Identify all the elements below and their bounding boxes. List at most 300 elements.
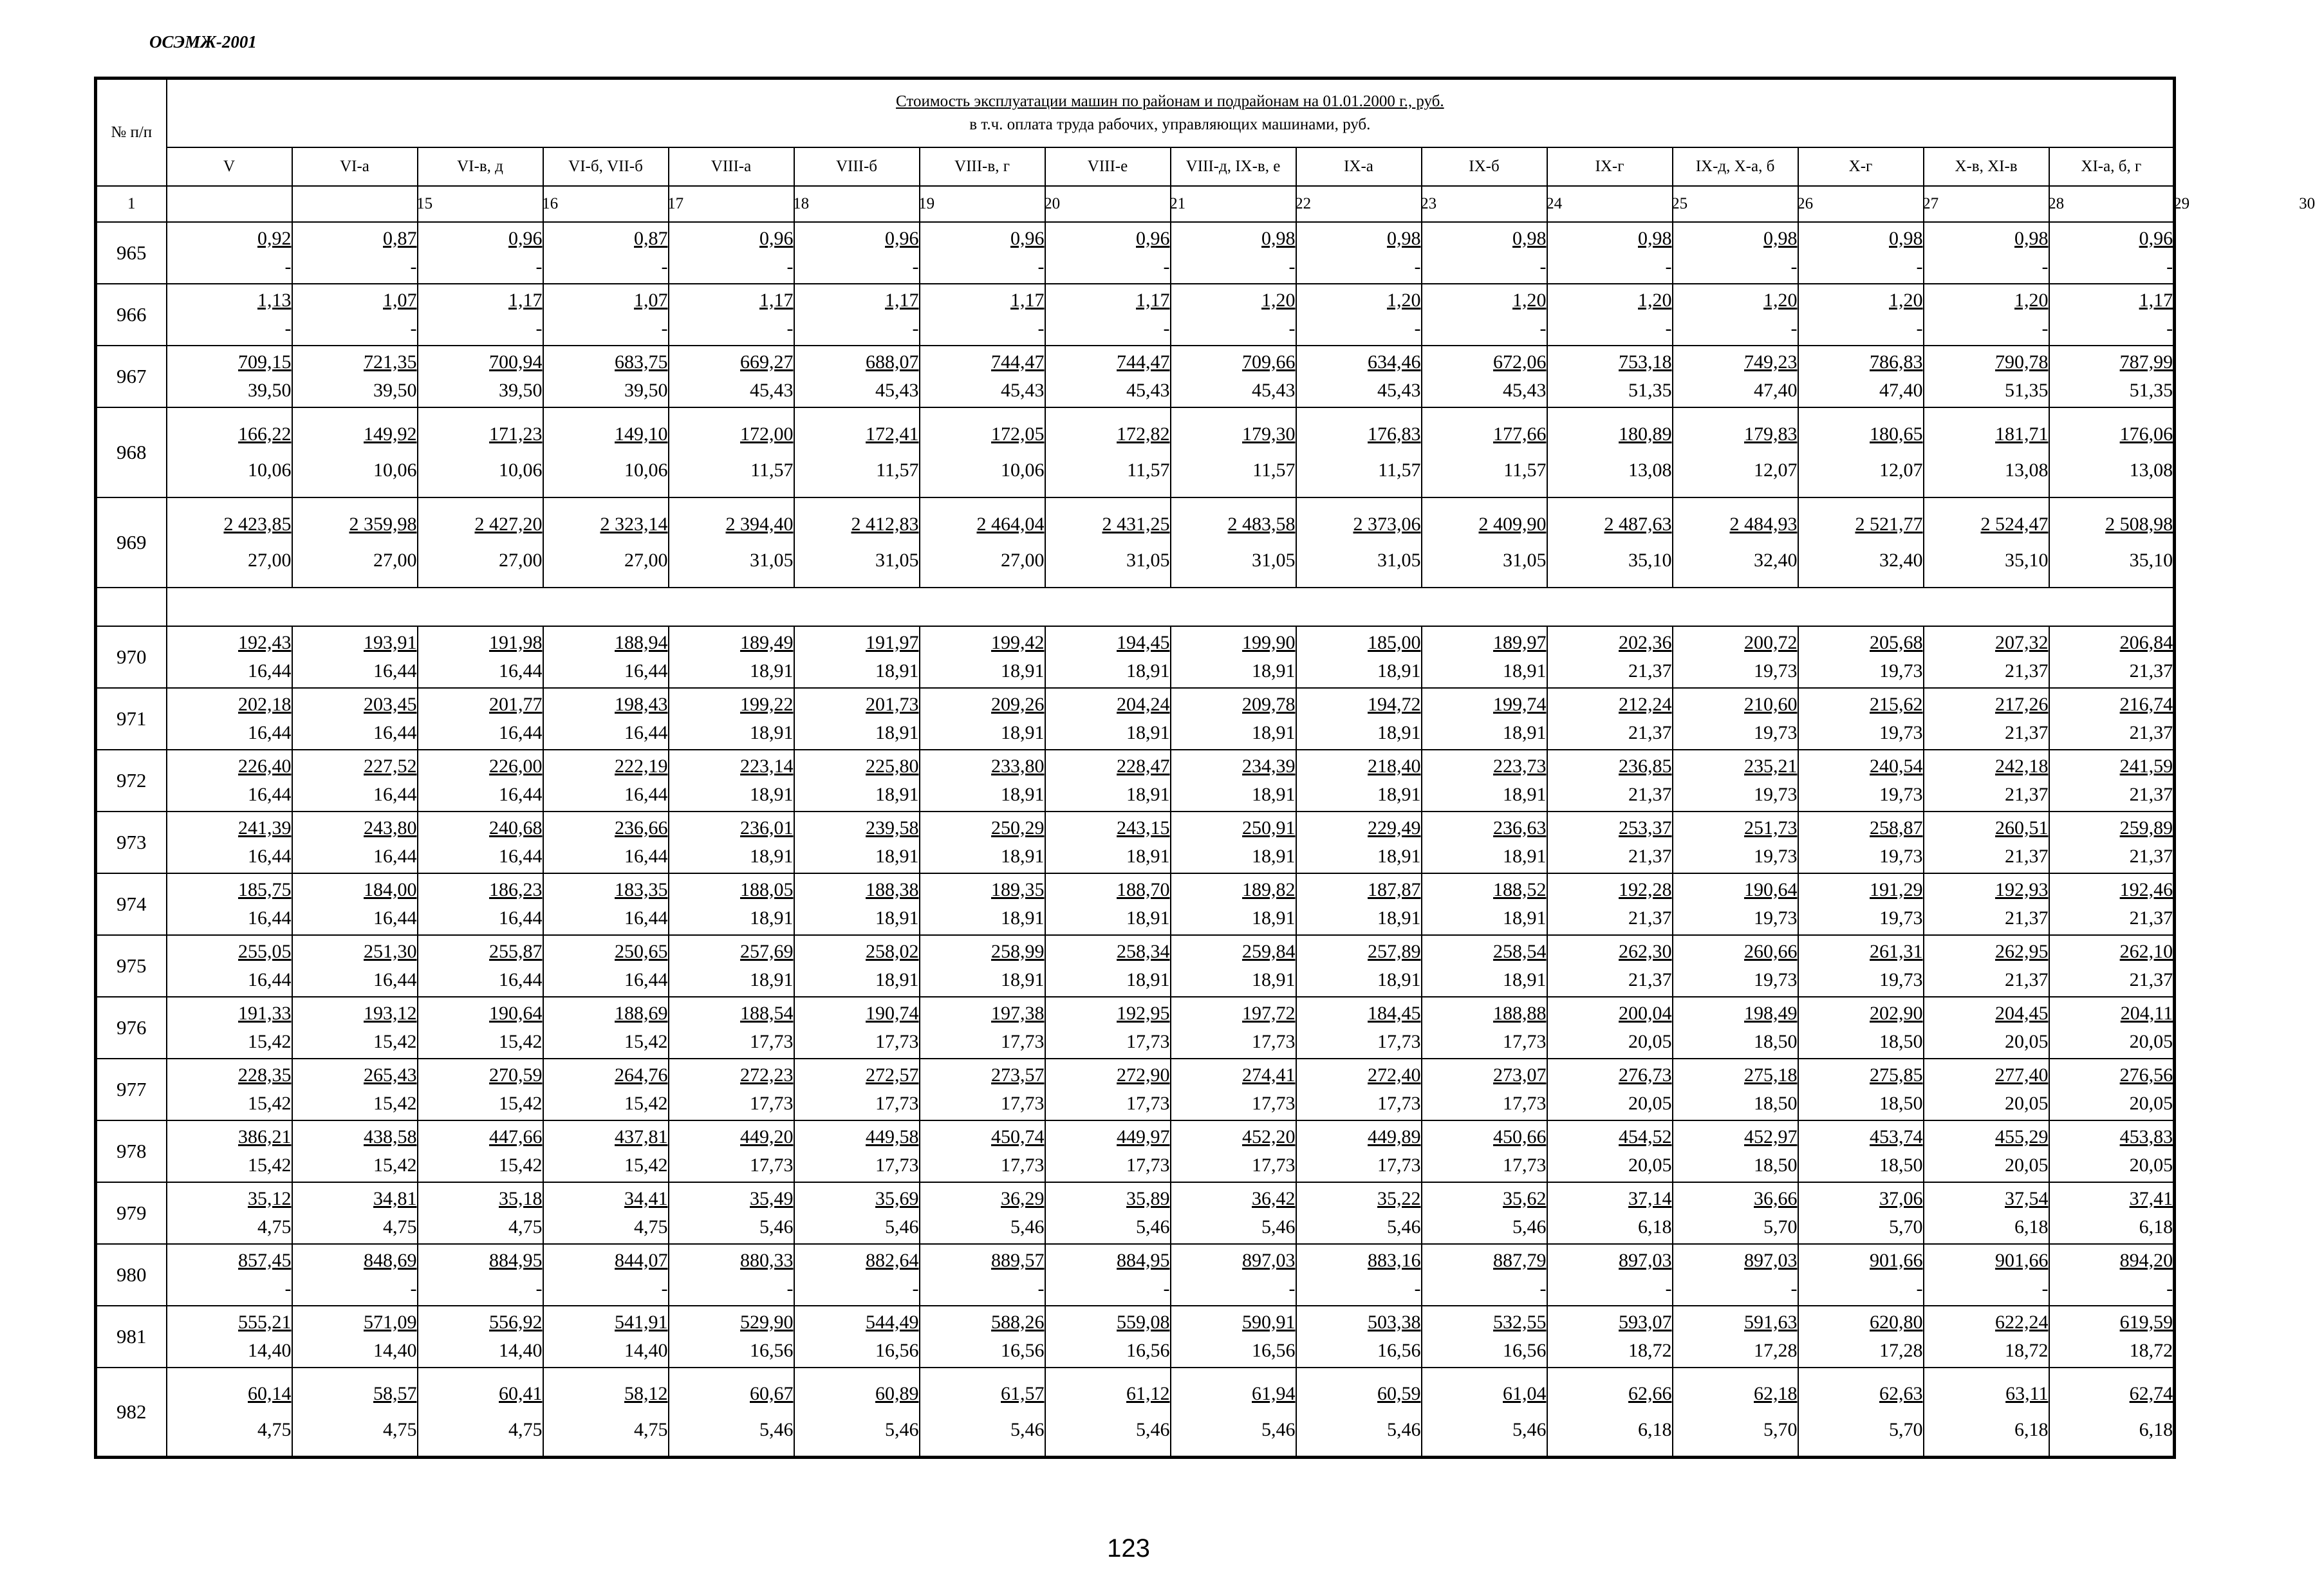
labor-cost: 16,44 — [624, 721, 668, 743]
labor-cost: 20,05 — [1628, 1030, 1672, 1052]
cost-cell — [1422, 873, 1547, 935]
operating-cost: 0,96 — [508, 227, 543, 249]
operating-cost: 222,19 — [615, 755, 668, 777]
cost-cell — [2049, 997, 2175, 1059]
cost-cell — [1924, 497, 2049, 588]
labor-cost: 20,05 — [2005, 1092, 2049, 1114]
operating-cost: 37,14 — [1628, 1187, 1672, 1209]
cost-cell — [920, 284, 1045, 346]
operating-cost: 452,20 — [1242, 1126, 1296, 1147]
operating-cost: 204,24 — [1117, 693, 1170, 715]
cost-cell — [1798, 407, 1924, 497]
labor-cost: 31,05 — [750, 549, 794, 571]
operating-cost: 240,54 — [1870, 755, 1923, 777]
operating-cost: 190,64 — [489, 1002, 543, 1024]
operating-cost: 60,41 — [499, 1382, 543, 1404]
operating-cost: 37,06 — [1879, 1187, 1923, 1209]
cost-cell — [1547, 1182, 1673, 1244]
cost-cell — [167, 346, 292, 407]
operating-cost: 209,78 — [1242, 693, 1296, 715]
labor-cost: 18,50 — [1754, 1030, 1798, 1052]
labor-cost: - — [1288, 317, 1296, 339]
operating-cost: 894,20 — [2119, 1249, 2173, 1271]
operating-cost: 260,51 — [1995, 817, 2049, 839]
labor-cost: 11,57 — [750, 459, 794, 481]
labor-cost: 18,91 — [750, 783, 794, 805]
column-number: 28 — [1798, 186, 1924, 222]
cost-cell — [920, 1306, 1045, 1368]
operating-cost: 184,00 — [364, 878, 417, 900]
operating-cost: 262,30 — [1619, 940, 1672, 962]
cost-cell — [1422, 1182, 1547, 1244]
operating-cost: 192,43 — [238, 631, 292, 653]
cost-cell — [794, 222, 920, 284]
labor-cost: 17,73 — [875, 1154, 919, 1176]
cost-cell — [1547, 812, 1673, 873]
labor-cost: 18,91 — [1001, 845, 1045, 867]
labor-cost: 5,46 — [1010, 1216, 1045, 1238]
labor-cost: 16,44 — [624, 969, 668, 990]
operating-cost: 270,59 — [489, 1064, 543, 1086]
labor-cost: 18,91 — [1001, 660, 1045, 682]
machine-cost-table — [94, 77, 2315, 1459]
cost-cell — [1547, 1059, 1673, 1120]
operating-cost: 1,17 — [885, 289, 919, 311]
operating-cost: 437,81 — [615, 1126, 668, 1147]
labor-cost: - — [1163, 255, 1170, 277]
labor-cost: 21,37 — [2129, 969, 2173, 990]
labor-cost: 17,73 — [1001, 1030, 1045, 1052]
operating-cost: 223,73 — [1493, 755, 1547, 777]
cost-cell — [920, 1244, 1045, 1306]
cost-cell — [292, 1182, 418, 1244]
labor-cost: 16,56 — [1001, 1339, 1045, 1361]
labor-cost: - — [1163, 317, 1170, 339]
labor-cost: 18,91 — [1126, 969, 1170, 990]
column-number: 1 — [96, 186, 167, 222]
cost-cell — [1924, 1244, 2049, 1306]
cost-cell — [418, 1306, 543, 1368]
row-number: 975 — [96, 935, 167, 997]
cost-cell — [1924, 1120, 2049, 1182]
operating-cost: 275,85 — [1870, 1064, 1923, 1086]
row-number: 970 — [96, 626, 167, 688]
operating-cost: 60,67 — [750, 1382, 794, 1404]
cost-cell — [292, 497, 418, 588]
operating-cost: 257,89 — [1368, 940, 1421, 962]
cost-cell — [669, 1244, 794, 1306]
labor-cost: 21,37 — [1628, 907, 1672, 929]
operating-cost: 2 412,83 — [851, 513, 919, 535]
cost-cell — [2049, 1368, 2175, 1458]
labor-cost: - — [1539, 1277, 1547, 1299]
labor-cost: 19,73 — [1879, 721, 1923, 743]
labor-cost: 4,75 — [634, 1418, 668, 1440]
operating-cost: 880,33 — [740, 1249, 794, 1271]
table-row — [96, 626, 2175, 688]
cost-cell — [2049, 284, 2175, 346]
operating-cost: 61,04 — [1503, 1382, 1547, 1404]
cost-cell — [1422, 1059, 1547, 1120]
operating-cost: 241,59 — [2119, 755, 2173, 777]
operating-cost: 189,35 — [991, 878, 1045, 900]
labor-cost: 18,91 — [1377, 721, 1421, 743]
cost-cell — [418, 750, 543, 812]
labor-cost: 11,57 — [1378, 459, 1421, 481]
operating-cost: 243,15 — [1117, 817, 1170, 839]
cost-cell — [292, 1059, 418, 1120]
operating-cost: 265,43 — [364, 1064, 417, 1086]
cost-cell — [920, 1368, 1045, 1458]
operating-cost: 190,64 — [1744, 878, 1798, 900]
row-number: 974 — [96, 873, 167, 935]
operating-cost: 272,23 — [740, 1064, 794, 1086]
cost-cell — [418, 935, 543, 997]
labor-cost: 16,56 — [1503, 1339, 1547, 1361]
operating-cost: 233,80 — [991, 755, 1045, 777]
cost-cell — [1673, 1182, 1798, 1244]
labor-cost: 21,37 — [1628, 660, 1672, 682]
operating-cost: 180,65 — [1870, 423, 1923, 445]
cost-cell — [1171, 1059, 1296, 1120]
table-title-line2: в т.ч. оплата труда рабочих, управляющих машинами, руб. — [969, 115, 1371, 133]
table-row — [96, 1306, 2175, 1368]
operating-cost: 1,17 — [2139, 289, 2173, 311]
cost-cell — [1798, 1120, 1924, 1182]
operating-cost: 0,98 — [1387, 227, 1421, 249]
labor-cost: 17,73 — [750, 1030, 794, 1052]
operating-cost: 571,09 — [364, 1311, 417, 1333]
operating-cost: 189,49 — [740, 631, 794, 653]
region-header: VI-б, VII-б — [543, 147, 669, 186]
cost-cell — [1422, 626, 1547, 688]
labor-cost: 16,44 — [499, 721, 543, 743]
operating-cost: 184,45 — [1368, 1002, 1421, 1024]
cost-cell — [1422, 1244, 1547, 1306]
labor-cost: - — [535, 317, 543, 339]
operating-cost: 884,95 — [1117, 1249, 1170, 1271]
operating-cost: 198,43 — [615, 693, 668, 715]
region-header: IX-г — [1547, 147, 1673, 186]
labor-cost: - — [1288, 1277, 1296, 1299]
cost-cell — [669, 497, 794, 588]
region-header: IX-б — [1422, 147, 1547, 186]
operating-cost: 593,07 — [1619, 1311, 1672, 1333]
labor-cost: 27,00 — [624, 549, 668, 571]
labor-cost: 16,44 — [499, 907, 543, 929]
labor-cost: 15,42 — [624, 1154, 668, 1176]
labor-cost: 39,50 — [373, 379, 417, 401]
cost-cell — [418, 626, 543, 688]
region-header: VI-а — [292, 147, 418, 186]
labor-cost: 16,44 — [373, 969, 417, 990]
labor-cost: 15,42 — [248, 1154, 292, 1176]
labor-cost: 5,46 — [885, 1216, 919, 1238]
cost-cell — [1673, 812, 1798, 873]
cost-cell — [1045, 346, 1171, 407]
operating-cost: 258,54 — [1493, 940, 1547, 962]
operating-cost: 166,22 — [238, 423, 292, 445]
operating-cost: 253,37 — [1619, 817, 1672, 839]
cost-cell — [669, 997, 794, 1059]
operating-cost: 172,00 — [740, 423, 794, 445]
operating-cost: 179,30 — [1242, 423, 1296, 445]
operating-cost: 183,35 — [615, 878, 668, 900]
cost-cell — [1296, 750, 1422, 812]
table-row — [96, 1182, 2175, 1244]
cost-cell — [2049, 1182, 2175, 1244]
labor-cost: 18,91 — [1252, 969, 1296, 990]
operating-cost: 449,97 — [1117, 1126, 1170, 1147]
labor-cost: 51,35 — [2129, 379, 2173, 401]
operating-cost: 192,46 — [2119, 878, 2173, 900]
cost-cell — [1422, 284, 1547, 346]
labor-cost: 16,44 — [248, 969, 292, 990]
labor-cost: 16,44 — [499, 845, 543, 867]
labor-cost: - — [535, 255, 543, 277]
operating-cost: 259,84 — [1242, 940, 1296, 962]
labor-cost: 21,37 — [1628, 969, 1672, 990]
labor-cost: 16,44 — [499, 969, 543, 990]
cost-cell — [418, 688, 543, 750]
cost-cell — [1673, 497, 1798, 588]
labor-cost: 47,40 — [1879, 379, 1923, 401]
cost-cell — [1798, 284, 1924, 346]
operating-cost: 60,89 — [875, 1382, 919, 1404]
labor-cost: 18,72 — [2005, 1339, 2049, 1361]
operating-cost: 1,07 — [383, 289, 417, 311]
operating-cost: 258,34 — [1117, 940, 1170, 962]
operating-cost: 197,72 — [1242, 1002, 1296, 1024]
cost-cell — [167, 284, 292, 346]
cost-cell — [2049, 346, 2175, 407]
labor-cost: - — [1037, 317, 1045, 339]
column-number: 20 — [794, 186, 920, 222]
operating-cost: 192,28 — [1619, 878, 1672, 900]
operating-cost: 34,81 — [373, 1187, 417, 1209]
operating-cost: 2 359,98 — [349, 513, 417, 535]
operating-cost: 188,05 — [740, 878, 794, 900]
region-header-row — [96, 147, 2175, 186]
page-number: 123 — [1107, 1534, 1150, 1563]
cost-cell — [1798, 873, 1924, 935]
cost-cell — [292, 222, 418, 284]
cost-cell — [2049, 1059, 2175, 1120]
operating-cost: 2 373,06 — [1353, 513, 1421, 535]
labor-cost: - — [2166, 1277, 2173, 1299]
cost-cell — [543, 626, 669, 688]
cost-cell — [543, 1368, 669, 1458]
labor-cost: 16,44 — [499, 783, 543, 805]
operating-cost: 218,40 — [1368, 755, 1421, 777]
operating-cost: 555,21 — [238, 1311, 292, 1333]
labor-cost: - — [1665, 1277, 1672, 1299]
labor-cost: 18,91 — [1001, 783, 1045, 805]
labor-cost: 45,43 — [875, 379, 919, 401]
column-number: 15 — [167, 186, 292, 222]
labor-cost: - — [1414, 317, 1421, 339]
cost-cell — [920, 1059, 1045, 1120]
operating-cost: 181,71 — [1995, 423, 2049, 445]
row-number: 979 — [96, 1182, 167, 1244]
cost-cell — [794, 997, 920, 1059]
operating-cost: 264,76 — [615, 1064, 668, 1086]
region-header: IX-д, X-а, б — [1673, 147, 1798, 186]
cost-cell — [292, 997, 418, 1059]
cost-cell — [1045, 222, 1171, 284]
row-number: 966 — [96, 284, 167, 346]
column-number: 23 — [1171, 186, 1296, 222]
row-number: 965 — [96, 222, 167, 284]
labor-cost: 31,05 — [1377, 549, 1421, 571]
column-number: 25 — [1422, 186, 1547, 222]
operating-cost: 0,98 — [1763, 227, 1798, 249]
table-row — [96, 997, 2175, 1059]
operating-cost: 619,59 — [2119, 1311, 2173, 1333]
table-row — [96, 812, 2175, 873]
cost-cell — [292, 688, 418, 750]
cost-cell — [794, 688, 920, 750]
labor-cost: 15,42 — [373, 1092, 417, 1114]
cost-cell — [1798, 812, 1924, 873]
labor-cost: - — [1916, 1277, 1923, 1299]
labor-cost: 18,91 — [1126, 907, 1170, 929]
cost-cell — [1045, 497, 1171, 588]
labor-cost: 18,91 — [750, 907, 794, 929]
labor-cost: 11,57 — [1127, 459, 1170, 481]
labor-cost: 5,46 — [1387, 1418, 1421, 1440]
labor-cost: 17,73 — [875, 1030, 919, 1052]
cost-cell — [669, 407, 794, 497]
labor-cost: 39,50 — [248, 379, 292, 401]
operating-cost: 61,57 — [1001, 1382, 1045, 1404]
cost-cell — [1422, 222, 1547, 284]
table-row — [96, 346, 2175, 407]
labor-cost: 31,05 — [1503, 549, 1547, 571]
labor-cost: 14,40 — [373, 1339, 417, 1361]
operating-cost: 1,20 — [1387, 289, 1421, 311]
operating-cost: 36,29 — [1001, 1187, 1045, 1209]
cost-cell — [1171, 1306, 1296, 1368]
cost-cell — [1673, 1059, 1798, 1120]
labor-cost: 20,05 — [2129, 1092, 2173, 1114]
labor-cost: - — [410, 317, 417, 339]
cost-cell — [1924, 1306, 2049, 1368]
operating-cost: 2 427,20 — [474, 513, 543, 535]
labor-cost: 18,91 — [1503, 907, 1547, 929]
operating-cost: 262,95 — [1995, 940, 2049, 962]
operating-cost: 887,79 — [1493, 1249, 1547, 1271]
operating-cost: 191,33 — [238, 1002, 292, 1024]
operating-cost: 844,07 — [615, 1249, 668, 1271]
labor-cost: 5,46 — [1512, 1418, 1547, 1440]
cost-cell — [1547, 284, 1673, 346]
cost-cell — [1673, 284, 1798, 346]
labor-cost: - — [284, 1277, 292, 1299]
labor-cost: 16,44 — [373, 845, 417, 867]
labor-cost: 18,50 — [1754, 1154, 1798, 1176]
operating-cost: 36,42 — [1252, 1187, 1296, 1209]
cost-cell — [1547, 997, 1673, 1059]
operating-cost: 229,49 — [1368, 817, 1421, 839]
labor-cost: 18,91 — [1503, 660, 1547, 682]
labor-cost: - — [912, 1277, 919, 1299]
operating-cost: 200,04 — [1619, 1002, 1672, 1024]
operating-cost: 790,78 — [1995, 351, 2049, 373]
cost-cell — [2049, 873, 2175, 935]
operating-cost: 450,66 — [1493, 1126, 1547, 1147]
operating-cost: 709,15 — [238, 351, 292, 373]
operating-cost: 241,39 — [238, 817, 292, 839]
labor-cost: - — [1539, 317, 1547, 339]
labor-cost: 10,06 — [1001, 459, 1045, 481]
labor-cost: 18,91 — [875, 721, 919, 743]
operating-cost: 63,11 — [2005, 1382, 2049, 1404]
cost-cell — [543, 997, 669, 1059]
labor-cost: 16,44 — [373, 783, 417, 805]
cost-cell — [543, 222, 669, 284]
operating-cost: 216,74 — [2119, 693, 2173, 715]
operating-cost: 503,38 — [1368, 1311, 1421, 1333]
labor-cost: 31,05 — [1126, 549, 1170, 571]
cost-cell — [543, 346, 669, 407]
cost-cell — [669, 750, 794, 812]
cost-cell — [418, 812, 543, 873]
cost-cell — [1924, 750, 2049, 812]
labor-cost: 18,91 — [1503, 845, 1547, 867]
cost-cell — [1673, 407, 1798, 497]
operating-cost: 620,80 — [1870, 1311, 1923, 1333]
operating-cost: 193,12 — [364, 1002, 417, 1024]
cost-cell — [2049, 497, 2175, 588]
cost-cell — [1045, 1306, 1171, 1368]
labor-cost: 15,42 — [499, 1092, 543, 1114]
cost-cell — [292, 873, 418, 935]
labor-cost: 21,37 — [2129, 783, 2173, 805]
cost-cell — [418, 1244, 543, 1306]
operating-cost: 194,45 — [1117, 631, 1170, 653]
operating-cost: 901,66 — [1995, 1249, 2049, 1271]
cost-cell — [292, 284, 418, 346]
cost-cell — [167, 1306, 292, 1368]
cost-cell — [543, 1244, 669, 1306]
labor-cost: 18,91 — [1001, 907, 1045, 929]
cost-cell — [1045, 812, 1171, 873]
labor-cost: 13,08 — [2129, 459, 2173, 481]
labor-cost: 18,91 — [1126, 845, 1170, 867]
operating-cost: 185,75 — [238, 878, 292, 900]
row-number: 980 — [96, 1244, 167, 1306]
labor-cost: 35,10 — [1628, 549, 1672, 571]
operating-cost: 590,91 — [1242, 1311, 1296, 1333]
operating-cost: 275,18 — [1744, 1064, 1798, 1086]
cost-cell — [167, 750, 292, 812]
operating-cost: 204,11 — [2120, 1002, 2173, 1024]
cost-cell — [669, 222, 794, 284]
cost-cell — [1547, 1368, 1673, 1458]
cost-cell — [1045, 873, 1171, 935]
labor-cost: 10,06 — [499, 459, 543, 481]
row-number: 973 — [96, 812, 167, 873]
operating-cost: 884,95 — [489, 1249, 543, 1271]
labor-cost: 17,73 — [1126, 1030, 1170, 1052]
labor-cost: 17,73 — [875, 1092, 919, 1114]
labor-cost: 16,44 — [624, 845, 668, 867]
region-header: VIII-в, г — [920, 147, 1045, 186]
operating-cost: 191,97 — [866, 631, 919, 653]
cost-cell — [418, 284, 543, 346]
cost-cell — [794, 1244, 920, 1306]
